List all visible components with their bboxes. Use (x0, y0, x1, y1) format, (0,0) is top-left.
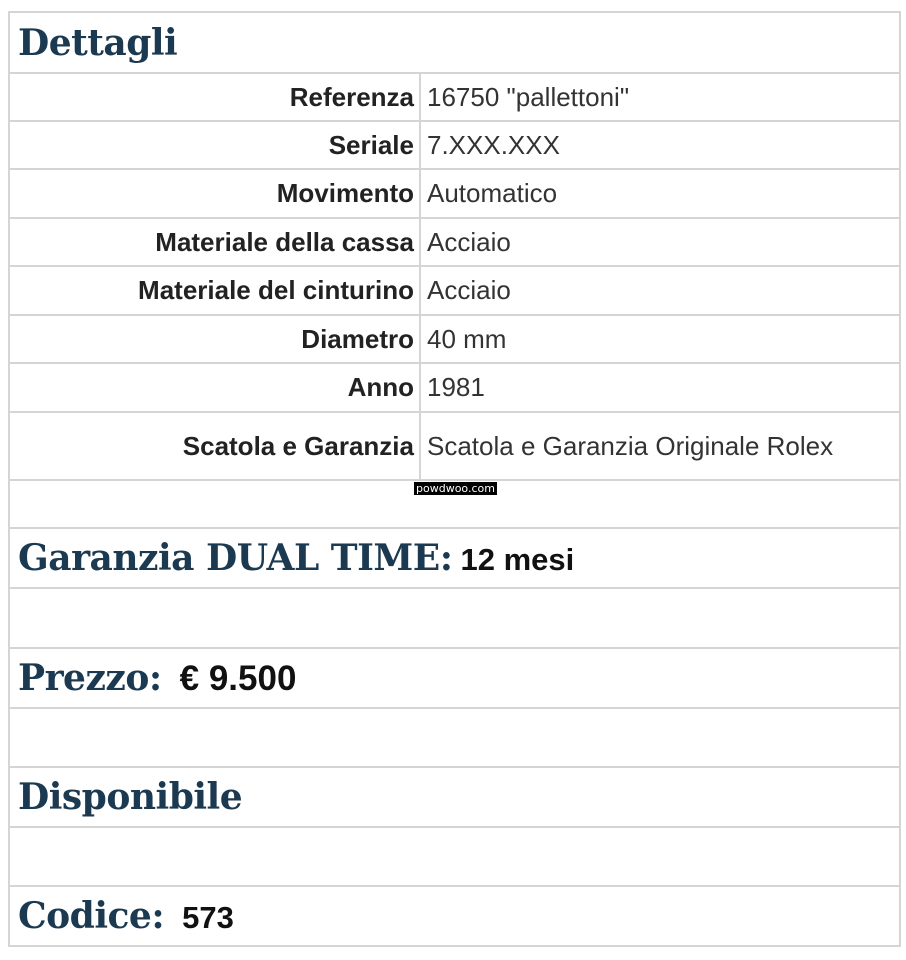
details-header-row (9, 12, 900, 73)
price-value: € 9.500 (179, 659, 297, 698)
detail-value: Scatola e Garanzia Originale Rolex (427, 430, 834, 461)
detail-value: Automatico (420, 169, 900, 218)
detail-row-movement (9, 169, 900, 218)
detail-row-serial (9, 121, 900, 169)
watermark-badge: powdwoo.com (416, 482, 495, 495)
detail-label: Referenza (9, 73, 420, 121)
code-label: Codice: (18, 895, 165, 937)
detail-value-box-papers (416, 412, 900, 495)
price-row (9, 648, 900, 708)
detail-label: Anno (9, 363, 420, 412)
code-value: 573 (182, 900, 234, 935)
details-title: Dettagli (9, 12, 900, 73)
warranty-value: 12 mesi (460, 542, 575, 577)
spacer-row (9, 588, 900, 648)
detail-row-case-material (9, 218, 900, 266)
detail-label: Scatola e Garanzia (9, 412, 420, 480)
detail-label: Materiale del cinturino (9, 266, 420, 315)
detail-row-box-papers (9, 412, 900, 480)
availability-row (9, 767, 900, 827)
warranty-row (9, 528, 900, 588)
detail-label: Seriale (9, 121, 420, 169)
spacer-row (9, 827, 900, 886)
detail-value: 16750 "pallettoni" (420, 73, 900, 121)
detail-value: 1981 (420, 363, 900, 412)
detail-row-year (9, 363, 900, 412)
detail-value: Acciaio (420, 266, 900, 315)
spacer-row (9, 708, 900, 767)
detail-value: 40 mm (420, 315, 900, 363)
detail-value: 7.XXX.XXX (420, 121, 900, 169)
detail-label: Diametro (9, 315, 420, 363)
detail-value: Acciaio (420, 218, 900, 266)
details-table (8, 11, 901, 947)
detail-row-diameter (9, 315, 900, 363)
detail-row-strap-material (9, 266, 900, 315)
detail-label: Materiale della cassa (9, 218, 420, 266)
availability-label: Disponibile (9, 767, 900, 827)
price-label: Prezzo: (18, 657, 162, 699)
detail-row-reference (9, 73, 900, 121)
code-row (9, 886, 900, 946)
warranty-label: Garanzia DUAL TIME: (18, 537, 453, 579)
detail-label: Movimento (9, 169, 420, 218)
